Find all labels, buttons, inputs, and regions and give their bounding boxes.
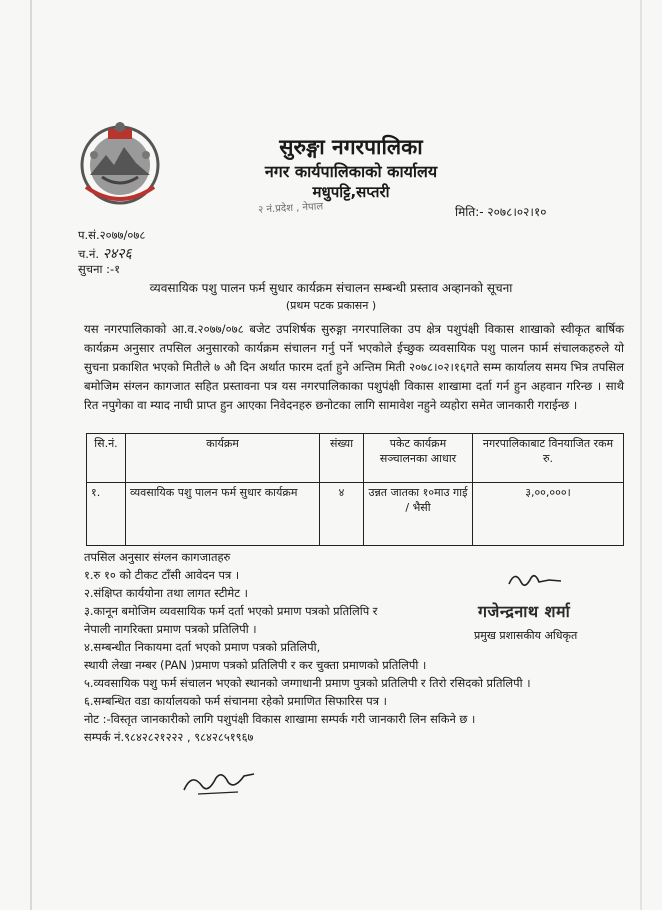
ref-chn-label: च.नं. xyxy=(78,247,99,261)
table-header: कार्यक्रम xyxy=(126,434,320,483)
table-cell: उन्नत जातका १०माउ गाई / भैसी xyxy=(364,483,473,546)
signature-icon xyxy=(505,566,565,596)
list-item: ३.कानून बमोजिम व्यवसायिक फर्म दर्ता भएको प्रमाण पत्रको प्रतिलिपि र xyxy=(84,604,378,618)
table-cell: ३,००,०००। xyxy=(473,483,624,546)
ref-ps: प.सं.२०७७/०७८ xyxy=(78,228,146,242)
list-item: ४.सम्बन्धीत निकायमा दर्ता भएको प्रमाण पत्रको प्रतिलिपी, xyxy=(84,640,321,654)
table-row xyxy=(87,483,624,546)
list-item: ६.सम्बन्धित वडा कार्यालयको फर्म संचानमा रहेको प्रमाणित सिफारिस पत्र । xyxy=(84,694,387,708)
signatory-name: गजेन्द्रनाथ शर्मा xyxy=(478,602,571,621)
ref-chn xyxy=(78,244,132,263)
notice-number: सुचना :-१ xyxy=(78,262,121,276)
table-cell: १. xyxy=(87,483,126,546)
list-item: २.संक्षिप्त कार्ययोना तथा लागत स्टीमेट । xyxy=(84,586,248,600)
ref-chn-value: २४२६ xyxy=(102,246,132,262)
list-item: ५.व्यवसायिक पशु फर्म संचालन भएको स्थानको जग्गाधानी प्रमाण पुत्रको प्रतिलिपी र तिरो रसिदको प्रतिलिपी । xyxy=(84,676,531,690)
table-header: पकेट कार्यक्रम सञ्चालनका आधार xyxy=(364,434,473,483)
notice-body: यस नगरपालिकाको आ.व.२०७७/०७८ बजेट उपशिर्षक सुरुङ्गा नगरपालिका उप क्षेत्र पशुपंक्षी विकास शाखाको स्वीकृत बार्षिक कार्यक्रम अनुसार तपसिल अनुसारको कार्यक्रम संचालन गर्नु पर्ने भएकोले ईच्छुक व्यवसायिक पशु पालन फार्म संचालकहरुले यो सुचना प्रकाशित भएको मितीले ७ औ दिन अर्थात फारम दर्ता हुने अन्तिम मिती २०७८।०२।१६गते सम्म कार्यालय समय भित्र तपसिल बमोजिम संग्लन कागजात सहित प्रस्तावना पत्र यस नगरपालिकाका पशुपंक्षी विकास शाखामा दर्ता गर्न हुन अहवान गरिन्छ । साथै रित नपुगेका वा म्याद नाघी प्राप्त हुन आएका निवेदनहरु छनोटका लागि सामावेश नहुने व्यहोरा समेत जानकारी गराईन्छ । xyxy=(84,322,624,412)
table-header: सि.नं. xyxy=(87,434,126,483)
list-item: सम्पर्क नं.९८४२८२१२२२ , ९८४२८५१९६७ xyxy=(84,730,254,744)
list-item: नेपाली नागरिक्ता प्रमाण पत्रको प्रतिलिपी । xyxy=(84,622,257,636)
table-header-row xyxy=(87,434,624,483)
notice-title: व्यवसायिक पशु पालन फर्म सुधार कार्यक्रम संचालन सम्बन्धी प्रस्ताव अव्हानको सूचना xyxy=(149,281,513,295)
list-item: स्थायी लेखा नम्बर (PAN )प्रमाण पत्रको प्रतिलिपी र कर चुक्ता प्रमाणको प्रतिलिपी । xyxy=(84,658,427,672)
signatory-role: प्रमुख प्रशासकीय अधिकृत xyxy=(474,629,578,642)
notice-subtitle: (प्रथम पटक प्रकासन ) xyxy=(285,299,377,312)
list-heading: तपसिल अनुसार संग्लन कागजातहरु xyxy=(84,550,231,564)
program-table xyxy=(86,433,624,546)
list-item: नोट :-विस्तृत जानकारीको लागि पशुपंक्षी विकास शाखामा सम्पर्क गरी जानकारी लिन सकिने छ । xyxy=(84,712,476,726)
table-header: संख्या xyxy=(320,434,364,483)
office-name: नगर कार्यपालिकाको कार्यालय xyxy=(264,162,438,181)
table-cell: ४ xyxy=(320,483,364,546)
list-item: १.रु १० को टीकट टाँसी आवेदन पत्र । xyxy=(84,568,240,582)
office-location: मधुपट्टि,सप्तरी xyxy=(312,183,390,201)
org-name: सुरुङ्गा नगरपालिका xyxy=(279,135,423,159)
signature-icon xyxy=(178,762,258,802)
letter-date: मिति:- २०७८।०२।१० xyxy=(455,205,547,219)
office-stamp: २ नं.प्रदेश , नेपाल xyxy=(257,201,324,216)
table-header: नगरपालिकाबाट विनयाजित रकम रु. xyxy=(473,434,624,483)
table-cell: व्यवसायिक पशु पालन फर्म सुधार कार्यक्रम xyxy=(126,483,320,546)
